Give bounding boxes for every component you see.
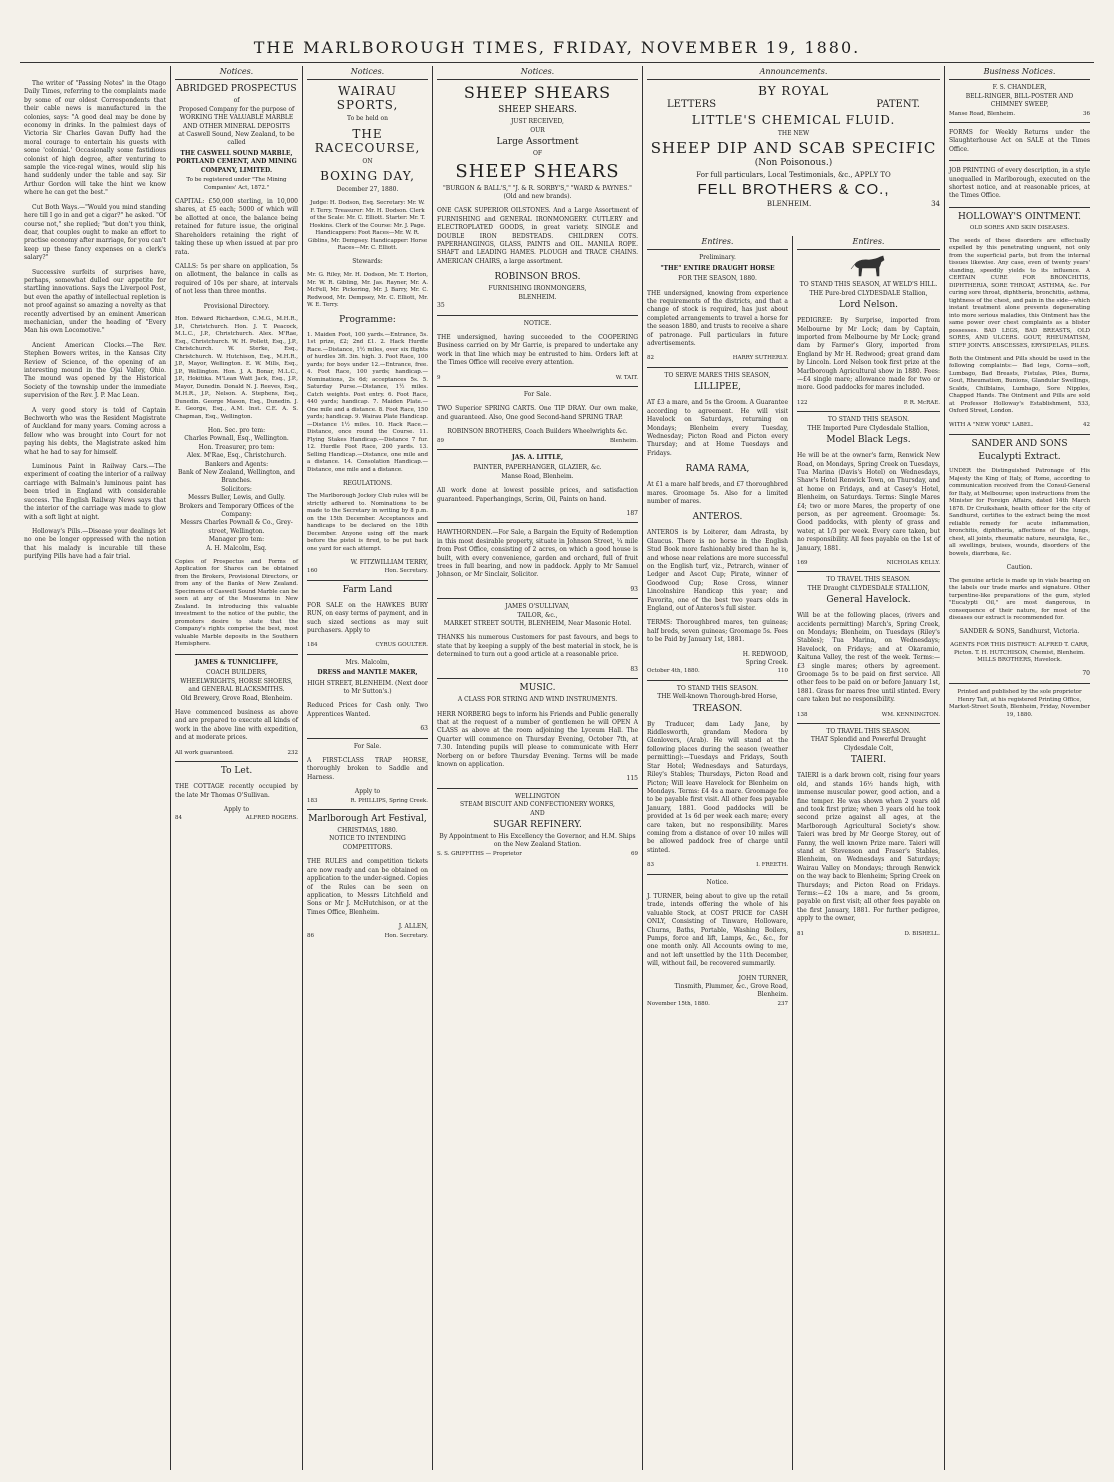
ad-title: Farm Land: [342, 584, 393, 595]
ad-text: He will be at the owner's farm, Renwick New Road, on Mondays, Spring Creek on Tuesdays, Tua Marina (Davis's Hotel) on Wednesdays, Shaw's Hotel Renwick Town, on Thursday, and at home on Fridays, and at Casey's Hotel, Blenheim, on Saturdays. Terms: Single Mares £4; two or more Mares, the property of one person, as per agreement. Groomage: 5s. Good paddocks, with plenty of grass and water, at 1/3 per week. Every care taken, but no responsibility. All fees payable on the 1st of January, 1881.: [797, 452, 940, 552]
horse-illustration: [849, 254, 889, 278]
ad-title: SANDER AND SONS: [971, 438, 1068, 449]
divider: [797, 411, 940, 412]
ad-number: 93: [630, 585, 638, 593]
news-paragraph: The writer of "Passing Notes" in the Otago Daily Times, referring to the complaints made by some of our oldest Correspondents that their cable news is manufactured in the colonies, says: "A good deal may be done by economy in drinks. In the palmiest days of Victoria Sir Charles Gavan Duffy had the moral courage to entertain his guests with some 'colonial.' Occasionally some fastidious colonist of high degree, after venturing to sample the vice-regal wines, would slip his hand suddenly under the table and say. Sir Arthur Gordon will take the hint we know where he can get the best.": [24, 80, 166, 197]
ad-text: Alex. M'Rae, Esq., Christchurch.: [186, 452, 287, 460]
ad-number: 183: [307, 797, 318, 804]
ad-number: 34: [931, 199, 940, 208]
ad-text: TWO Superior SPRING CARTS. One TIP DRAY. Our own make, and guaranteed. Also, One good Second-hand SPRING TRAP.: [437, 405, 638, 421]
ad-text: THE undersigned, having succeeded to the COOPERING Business carried on by Mr Garrie, is prepared to undertake any work in that line which may be entrusted to him. Orders left at the Times Office will receive every attention.: [437, 333, 638, 367]
ad-text: Bank of New Zealand, Wellington, and Branches.: [178, 468, 295, 485]
ad-text: ANTEROS is by Loiterer, dam Adrasta, by Glaucus. There is no horse in the English Stud Book more fashionably bred than he is, and whose near relations are more successful on the English turf, viz., Petrarch, winner of Ledger and Ascot Cup; Pirate, winner of Goodwood Cup; Rose Cross, winner Lincolnshire Handicap this year; and Favorita, one of the best two years olds in England, out of Anteros's full sister.: [647, 529, 788, 612]
ad-text: December 27, 1880.: [336, 186, 399, 194]
ad-text: By Traducer, dam Lady Jane, by Riddlesworth, grandam Medora by Glenlovers, (Arab). He will stand at the following places during the season (weather permitting):—Tuesdays and Fridays, South Star Hotel; Wednesdays and Saturdays, Riley's Stables; Thursdays, Picton Road and Picton; Will leave Havelock for Blenheim on Mondays. Terms: £4 4s a mare. Groomage fee to be payable first visit. All other fees payable January, 1881. Good paddocks will be provided at 1s 6d per week each mare; every care taken, but no responsibility. Mares coming from a distance of over 10 miles will be allowed paddock free of charge until stinted.: [647, 720, 788, 854]
ad-text: To be held on: [347, 115, 388, 123]
ad-title: Notice.: [706, 878, 729, 886]
ad-text: at Caswell Sound, New Zealand, to be called: [178, 131, 295, 147]
ad-title: BY ROYAL: [758, 84, 829, 99]
column-notices-3: [432, 66, 642, 1470]
ad-text: J. TURNER, being about to give up the retail trade, intends offering the whole of his valuable Stock, at COST PRICE for CASH ONLY, Consisting of Tinware, Holloware, Churns, Baths, Portable, Washing Boilers, Pumps, force and lift, Lamps, &c., &c., for one month only. All Accounts owing to me, and not left unsettled by the 11th December, will, without fail, be recovered summarily.: [647, 892, 788, 968]
ad-text: Manse Road, Blenheim.: [501, 472, 574, 480]
divider: [797, 723, 940, 724]
divider: [175, 761, 298, 762]
ad-text: OUR: [530, 126, 545, 134]
ad-number: 69: [631, 850, 638, 857]
divider: [307, 809, 428, 810]
divider: [949, 207, 1090, 208]
ad-text: CHRISTMAS, 1880.: [337, 827, 398, 835]
ad-text: The Marlborough Jockey Club rules will be strictly adhered to. Nominations to be made to the Secretary in writing by 8 p.m. on the 15th December. Acceptances and handicaps to be declared on the 18th December. Anyone using off the mark before the pistol is fired, to be put back one yard for each attempt.: [307, 493, 428, 552]
ad-number: 35: [437, 302, 445, 310]
divider: [647, 874, 788, 875]
column-heading: Notices.: [437, 66, 638, 80]
ad-signature: I. FREETH.: [756, 862, 788, 869]
ad-number: 36: [1083, 110, 1090, 117]
column-entires-1: [642, 236, 792, 1470]
ad-title: For Sale.: [523, 390, 552, 398]
ad-text: TAIERI is a dark brown colt, rising four years old, and stands 16½ hands high, with immense muscular power, good action, and a fine temper. He was shown when 2 years old and took first prize; when 3 years old he took second prize against all ages, at the Marlborough Agricultural Society's show. Taieri was bred by Mr George Storey, out of Fanny, the well known Prize mare. Taieri will stand at Stevenson and Fraser's Stables, Blenheim, on Wednesdays and Saturdays; Wairau Valley on Mondays; through Renwick on the way back to Blenheim; Spring Creek on Thursdays; and Picton Road on Fridays. Terms:—£2 10s a mare, and 5s groom, payable on first visit; all other fees payable on the first January, 1881. For further pedigree, apply to the owner,: [797, 772, 940, 923]
ad-title: To Let.: [220, 766, 253, 777]
company-name: THE CASWELL SOUND MARBLE, PORTLAND CEMENT, AND MINING COMPANY, LIMITED.: [176, 149, 297, 174]
ad-subheading: Manager pro tem:: [208, 536, 265, 544]
column-notices-2: [302, 66, 432, 1470]
divider: [647, 680, 788, 681]
ad-number: 138: [797, 711, 808, 718]
ad-subheading: Bankers and Agents:: [204, 460, 269, 468]
ad-subheading: OLD SORES AND SKIN DISEASES.: [969, 224, 1070, 231]
ad-number: 89: [437, 437, 444, 444]
ad-text: Manse Road, Blenheim.: [949, 110, 1016, 117]
ad-date: November 15th, 1880.: [647, 1000, 710, 1007]
divider: [437, 449, 638, 450]
column-heading: Entires.: [797, 236, 940, 250]
ad-number: 160: [307, 568, 318, 575]
ad-text: THE COTTAGE recently occupied by the late Mr Thomas O'Sullivan.: [175, 783, 298, 799]
ad-text: Will be at the following places, (rivers and accidents permitting) March's, Spring Creek, on Mondays; Blenheim, on Tuesdays (Riley's Stables); Tua Marina, on Wednesdays; Havelock, on Fridays; and at Okaramio, Kaituna Valley, the rest of the week. Terms:—£3 single mares; others by agreement. Groomage 5s to be paid on first service. All other fees to be paid on or before January 1st, 1881. Grass for mares free until stinted. Every care taken but no responsibility.: [797, 612, 940, 704]
column-notices-1: [170, 66, 302, 1470]
ad-text: "BURGON & BALL'S," "J. & R. SORBY'S," "WARD & PAYNES." (Old and new brands).: [443, 184, 632, 201]
ad-subheading: Stewards:: [352, 258, 383, 266]
ad-title: ROBINSON BROS.: [494, 272, 581, 283]
ad-text: HIGH STREET, BLENHEIM. (Next door to Mr Sutton's.): [307, 679, 428, 695]
ad-text: THE Imported Pure Clydesdale Stallion,: [807, 424, 930, 432]
ad-subheading: A CLASS FOR STRING AND WIND INSTRUMENTS.: [457, 696, 618, 704]
ad-title: SUGAR REFINERY.: [493, 819, 582, 830]
ad-text: (Non Poisonous.): [754, 158, 833, 169]
ad-text: FOR SALE on the HAWKES BURY RUN, on easy terms of payment, and in such sized sections as may suit purchasers. Apply to: [307, 601, 428, 634]
ad-signature: P. R. McRAE.: [903, 399, 940, 406]
ad-title: Lord Nelson.: [838, 300, 899, 311]
ad-text: Charles Pownall, Esq., Wellington.: [184, 435, 289, 443]
ad-number: 187: [626, 510, 638, 517]
ad-text: CAPITAL: £50,000 sterling, in 10,000 shares, at £5 each; 5000 of which will be allotted at once, the balance being retained for future issue, the original Shareholders retaining the right of taking these up when issued at par pro rata.: [175, 198, 298, 256]
ad-title: Mrs. Malcolm,: [345, 658, 390, 666]
ad-title: ABRIDGED PROSPECTUS: [176, 84, 297, 95]
divider: [307, 580, 428, 581]
ad-text: Messrs Buller, Lewis, and Gully.: [187, 494, 286, 502]
ad-title: RAMA RAMA,: [685, 464, 750, 475]
ad-text: Spring Creek.: [745, 659, 788, 667]
divider: [797, 571, 940, 572]
ad-text: Both the Ointment and Pills should be used in the following complaints:— Bad legs, Corns—soft, Lumbago, Bad Breasts, Fistulas, Piles, Burns, Gout, Rheumatism, Bunions, Glandular Swellings, Scalds, Chilblains, Lumbago, Sore Nipples, Chapped Hands. The Ointment and Pills are sold at Professor Holloway's Establishment, 533, Oxford Street, London.: [949, 355, 1090, 415]
ad-text: Blenheim.: [609, 437, 638, 444]
announcements-block: [642, 66, 944, 236]
ad-title: LITTLE'S CHEMICAL FLUID.: [691, 112, 896, 127]
ad-text: The genuine article is made up in vials bearing on the labels our trade marks and signature. Other turpentine-like preparations of the gum, styled "Eucalypti Oil," are most dangerous, in consequence of their nature, for most of the diseases our extract is recommended for.: [949, 577, 1090, 622]
divider: [949, 434, 1090, 435]
ad-text: All work guaranteed.: [175, 749, 234, 756]
ad-number: 86: [307, 932, 314, 939]
ad-text: THANKS his numerous Customers for past favours, and begs to state that by keeping a supply of the best material in stock, he is determined to turn out a good article at a reasonable price.: [437, 634, 638, 659]
ad-title: JAS. A. LITTLE,: [511, 453, 564, 461]
ad-text: Hon. Secretary.: [384, 568, 428, 575]
ad-subheading: Provisional Directory.: [203, 302, 270, 310]
ad-signature: S. S. GRIFFITHS — Proprietor: [437, 850, 522, 857]
ad-text: MARKET STREET SOUTH, BLENHEIM, Near Masonic Hotel.: [443, 620, 632, 628]
ad-subheading: Brokers and Temporary Offices of the Company:: [179, 502, 294, 518]
ad-number: 184: [307, 642, 318, 649]
ad-text: For full particulars, Local Testimonials, &c., APPLY TO: [696, 171, 891, 180]
ad-signature: H. REDWOOD,: [742, 650, 788, 658]
divider: [307, 654, 428, 655]
ad-text: Messrs Charles Pownall & Co., Grey-street, Wellington.: [180, 519, 293, 535]
ad-signature: NICHOLAS KELLY.: [886, 559, 940, 566]
ad-title: Marlborough Art Festival,: [308, 814, 427, 825]
ad-text: FORMS for Weekly Returns under the Slaughterhouse Act on SALE at the Times Office.: [949, 129, 1090, 153]
ad-text: To be registered under "The Mining Companies' Act, 1872.": [186, 177, 287, 191]
ad-text: Apply to: [354, 788, 381, 796]
divider: [437, 788, 638, 789]
ad-number: 115: [626, 775, 638, 783]
divider: [647, 367, 788, 368]
ad-number: 83: [630, 665, 638, 673]
news-paragraph: Luminous Paint in Railway Cars.—The experiment of coating the interior of a railway carriage with Balmain's luminous paint has been tried in England with considerable success. The English Railway News says that the interior of the carriage was made to glow with a soft light at night.: [24, 463, 166, 521]
divider: [437, 678, 638, 679]
ad-text: Tinsmith, Plummer, &c., Grove Road, Blenheim.: [674, 983, 788, 999]
ad-title: Eucalypti Extract.: [978, 451, 1061, 462]
divider: [949, 683, 1090, 684]
ad-text: PATENT.: [876, 99, 920, 111]
ad-title: TREASON.: [692, 703, 743, 714]
ad-text: BLENHEIM.: [766, 199, 812, 208]
ad-text: Mr. G. Riley, Mr. H. Dodson, Mr. T. Horton, Mr. W. R. Gibling, Mr. Jas. Rayner, Mr. A. McFell, Mr. Pickering, Mr. J. Barry, Mr. C. Redwood, Mr. Dempsey, Mr. C. Elliott, Mr. W. E. Terry.: [307, 272, 428, 309]
ad-title: THE RACECOURSE,: [314, 126, 421, 155]
column-heading: Notices.: [175, 66, 298, 80]
masthead: THE MARLBOROUGH TIMES, FRIDAY, NOVEMBER 19, 1880.: [253, 38, 861, 57]
ad-text: AT £3 a mare, and 5s the Groom. A Guarantee according to agreement. He will visit Havelock on Saturdays, returning on Mondays; Blenheim every Tuesday, Wednesday; Picton Road and Picton every Thursday; and at Home Tuesdays and Fridays.: [647, 399, 788, 457]
ad-title: TAIERI.: [850, 755, 887, 766]
ad-date: October 4th, 1880.: [647, 668, 700, 675]
ad-title: General Havelock.: [826, 595, 911, 606]
ad-text: LETTERS: [667, 99, 717, 111]
ad-title: "THE" ENTIRE DRAUGHT HORSE: [660, 264, 775, 272]
ad-subheading: Solicitors:: [221, 485, 252, 493]
divider: [307, 738, 428, 739]
ad-number: 110: [777, 668, 788, 675]
ad-text: AGENTS FOR THIS DISTRICT: ALFRED T. CARR, Picton. T. H. HUTCHISON, Chemist, Blenheim. MILLS BROTHERS, Havelock.: [950, 642, 1089, 664]
ad-text: A FIRST-CLASS TRAP HORSE, thoroughly broken to Saddle and Harness.: [307, 757, 428, 781]
ad-title: WAIRAU SPORTS,: [336, 84, 399, 113]
ad-title: MUSIC.: [519, 683, 556, 694]
ad-text: of: [233, 97, 240, 105]
ad-signature: ALFRED ROGERS.: [245, 815, 298, 822]
ad-text: FURNISHING IRONMONGERS,: [488, 285, 587, 293]
ad-text: BELL-RINGER, BILL-POSTER AND CHIMNEY SWEEP,: [965, 92, 1074, 109]
column-news: [20, 66, 170, 1470]
ad-text: UNDER the Distinguished Patronage of His Majesty the King of Italy, of Rome, according to communication received from the Consul-General for Italy, at Melbourne; upon instructions from the Minister for Foreign Affairs, dated 14th March 1878. Dr Cruikshank, health officer for the city of Sandhurst, certifies to the extract being the most reliable remedy for acute inflammation, bronchitis, diphtheria, affections of the lungs, chest, all joints, rheumatic nature, neuralgia, &c., all swellings, bruises, wounds, disorders of the bowels, diarrhœa, &c.: [949, 468, 1090, 557]
ad-text: JUST RECEIVED,: [511, 118, 564, 126]
column-business-notices: [944, 66, 1094, 1470]
ad-text: All work done at lowest possible prices, and satisfaction guaranteed. Paperhangings, Scrim, Oil, Paints on hand.: [437, 487, 638, 503]
ad-text: OF: [532, 150, 543, 158]
news-paragraph: Ancient American Clocks.—The Rev. Stephen Bowers writes, in the Kansas City Review of Science, of the opening of an interesting mound in the Ojai Valley, Ohio. The mound was opened by the Historical Society of the township under the immediate supervision of the Rev. J. P. Mac Lean.: [24, 341, 166, 400]
ad-subheading: TO SERVE MARES THIS SEASON,: [664, 371, 771, 379]
ad-text: THE Well-known Thorough-bred Horse,: [657, 693, 778, 701]
ad-text: THE Draught CLYDESDALE STALLION,: [807, 584, 930, 592]
ad-title: JAMES & TUNNICLIFFE,: [194, 659, 279, 667]
ad-text: THE NEW: [777, 129, 810, 137]
ad-text: Copies of Prospectus and Forms of Application for Shares can be obtained from the Brokers, Provisional Directors, or from any of the Banks of New Zealand. Specimens of Caswell Sound Marble can be seen at any of the Museums in New Zealand. In introducing this valuable investment to the notice of the public, the promoters desire to state that the Company's rights comprise the best, most valuable Marble deposits in the Southern Hemisphere.: [175, 558, 298, 648]
column-heading: Business Notices.: [949, 66, 1090, 80]
ad-number: 169: [797, 559, 808, 566]
ad-text: By Appointment to His Excellency the Governor, and H.M. Ships on the New Zealand Station.: [439, 832, 636, 849]
ad-title: SHEEP SHEARS: [455, 160, 620, 182]
divider: [949, 160, 1090, 161]
divider: [437, 386, 638, 387]
ad-text: ON: [362, 157, 373, 165]
ad-number: 83: [647, 862, 654, 869]
ad-title: ANTEROS.: [692, 512, 743, 523]
ad-subheading: Preliminary.: [699, 254, 736, 262]
ad-text: COACH BUILDERS,: [206, 669, 267, 677]
ad-number: 63: [420, 725, 428, 733]
ad-text: BLENHEIM.: [518, 293, 557, 301]
column-heading: Announcements.: [647, 66, 940, 80]
ad-text: FOR THE SEASON, 1880.: [678, 275, 757, 283]
ad-subheading: TO STAND THIS SEASON, AT WELD'S HILL.: [799, 281, 938, 289]
imprint: Printed and published by the sole proprietor Henry Tait, at his registered Printing Office, Market-Street South, Blenheim, Friday, November 19, 1880.: [949, 689, 1090, 718]
news-paragraph: Successive surfeits of surprises have, perhaps, somewhat dulled our appetite for startling innovations. Says the Liverpool Post, but even the apathy of intellectual repletion is not proof against so amazing a novelty as that recently advertised by an eminent American mechanician, under the heading of "Every Man his own Locomotive.": [24, 268, 166, 335]
ad-title: For Sale.: [353, 742, 382, 750]
ad-subheading: TO TRAVEL THIS SEASON.: [826, 728, 911, 736]
divider: [949, 122, 1090, 123]
ad-number: 122: [797, 399, 808, 406]
ad-text: THAT Splendid and Powerful Draught Clydesdale Colt,: [810, 736, 927, 752]
ad-subheading: Hon. Treasurer, pro tem:: [198, 443, 275, 451]
ad-text: JOB PRINTING of every description, in a style unequalled in Marlborough, executed on the shortest notice, and at reasonable prices, at the Times Office.: [949, 167, 1090, 200]
ad-number: 237: [777, 1000, 788, 1007]
ad-title: F. S. CHANDLER,: [992, 84, 1047, 92]
ad-text: Old Brewery, Grove Road, Blenheim.: [180, 694, 293, 702]
ad-text: Hon. Secretary.: [384, 932, 428, 939]
divider: [437, 315, 638, 316]
ad-title: NOTICE.: [523, 319, 552, 327]
divider: [437, 598, 638, 599]
ad-subheading: Hon. Sec. pro tem:: [207, 426, 266, 434]
ad-text: THE undersigned, knowing from experience the requirements of the districts, and that a change of stock is required, has just about completed arrangements to travel a horse for the season 1880, and trusts to receive a share of patronage. Full particulars in future advertisements.: [647, 289, 788, 348]
ad-number: 9: [437, 374, 441, 381]
ad-signature: ROBINSON BROTHERS, Coach Builders Wheelwrights &c.: [447, 428, 628, 436]
ad-signature: JOHN TURNER,: [738, 974, 788, 982]
ad-text: THE Pure-bred CLYDESDALE Stallion,: [809, 289, 928, 297]
ad-text: The seeds of these disorders are effectually expelled by this penetrating unguent, not only from the superficial parts, but from the internal tissues likewise. Any case, even of twenty years' standing, speedily yields to its influence. A CERTAIN CURE FOR BRONCHITIS, DIPHTHERIA, SORE THROAT, ASTHMA, &c. For curing sore throat, diphtheria, bronchitis, asthma, tightness of the chest, and pain in the side—which instant treatment alone prevents degenerating into more serious maladies, this Ointment has the same power over chest complaints as a blister possesses. BAD LEGS, BAD BREASTS, OLD SORES, AND ULCERS. GOUT, RHEUMATISM, STIFF JOINTS. ABSCESSES, ERYSIPELAS, PILES.: [949, 237, 1090, 349]
column-entires-2: [792, 236, 944, 1470]
ad-number: 232: [287, 749, 298, 756]
ad-number: 42: [1083, 422, 1090, 429]
column-heading: Notices.: [307, 66, 428, 80]
ad-signature: CYRUS GOULTER.: [375, 642, 428, 649]
news-paragraph: Holloway's Pills.—Disease your dealings let no one be longer oppressed with the notion that his malady is incurable till these purifying Pills have had a fair trial.: [24, 527, 166, 561]
ad-number: 81: [797, 930, 804, 937]
ad-text: Have commenced business as above and are prepared to execute all kinds of work in the above line with expedition, and at moderate prices.: [175, 709, 298, 742]
ad-text: TAILOR, &c.,: [517, 611, 558, 619]
ad-signature: SANDER & SONS, Sandhurst, Victoria.: [959, 628, 1080, 636]
ad-subheading: NOTICE TO INTENDING COMPETITORS.: [329, 835, 406, 851]
news-paragraph: Cut Both Ways.—"Would you mind standing here till I go in and get a cigar?" he asked. "Of course not," she replied; "but don't you think, dear, that couples ought to make an effort to practise economy after marriage, for you can't keep up these fancy expenses on a clerk's salary?": [24, 203, 166, 262]
ad-signature: J. ALLEN,: [398, 923, 428, 931]
ad-text: PAINTER, PAPERHANGER, GLAZIER, &c.: [473, 464, 602, 472]
ad-title: WELLINGTON: [514, 792, 561, 800]
ad-text: TERMS: Thoroughbred mares, ten guineas; half breds, seven guineas; Groomage 5s. Fees to be Paid by January 1st, 1881.: [647, 619, 788, 644]
ad-text: Judge: H. Dodson, Esq. Secretary: Mr. W. F. Terry. Treasurer: Mr. H. Dodson. Clerk of the Scale: Mr. C. Elliott. Starter: Mr. T. Hoskins. Clerk of the Course: Mr. J. Page. Handicappers: Foot Races—Mr. W. R. Giblins, Mr. Dempsey. Handicapper: Horse Races—Mr. C. Elliott.: [307, 200, 428, 252]
ad-text: STEAM BISCUIT AND CONFECTIONERY WORKS,: [460, 801, 615, 809]
ad-title: Model Black Legs.: [826, 435, 911, 446]
ad-title: SHEEP SHEARS.: [498, 105, 577, 116]
ad-signature: W. FITZWILLIAM TERRY,: [350, 558, 428, 566]
ad-text: A. H. Malcolm, Esq.: [206, 544, 267, 552]
ad-title: SHEEP SHEARS: [463, 83, 612, 103]
ad-title: JAMES O'SULLIVAN,: [505, 603, 570, 611]
column-heading: Entires.: [647, 236, 788, 250]
ad-number: 82: [647, 355, 654, 362]
ad-title: SHEEP DIP AND SCAB SPECIFIC: [650, 139, 937, 158]
news-paragraph: A very good story is told of Captain Bechworth who was the Resident Magistrate of Auckland for many years. Coming across a fellow who was brought into Court for not paying his debts, the Magistrate asked him what he had to say for himself.: [24, 406, 166, 456]
ad-text: WHEELWRIGHTS, HORSE SHOERS, and GENERAL BLACKSMITHS.: [180, 677, 293, 694]
ad-text: AND: [530, 809, 545, 817]
ad-title: FELL BROTHERS & CO.,: [697, 180, 890, 198]
ad-text: Proposed Company for the purpose of WORKING THE VALUABLE MARBLE AND OTHER MINERAL DEPOSITS: [178, 105, 295, 130]
masthead-rule: [20, 62, 1094, 63]
ad-title: HOLLOWAY'S OINTMENT.: [958, 211, 1081, 222]
ad-title: BOXING DAY,: [320, 169, 415, 184]
ad-text: Hon. Edward Richardson, C.M.G., M.H.R., J.P., Christchurch. Hon. J. T. Peacock, M.L.C., J.P., Christchurch. Alex. M'Rae, Esq., Christchurch. W. H. Pollett, Esq., J.P., Christchurch. W. Sterke, Esq., Christchurch. W. Hutchison, Esq., M.H.R., J.P., Mayor, Wellington. E. W. Mills, Esq., J.P., Wellington. Hon. J. A. Bonar, M.L.C., J.P., Hokitika. M'Lean Watt Jack, Esq., J.P., Mayor, Dunedin. Donald N. J. Reeves, Esq., M.H.R., J.P., Nelson. A. Stephens, Esq., Dunedin. George Mason, Esq., Dunedin. J. E. George, Esq., A.M. Inst. C.E. A. S. Chapman, Esq., Wellington.: [175, 316, 298, 420]
ad-text: Reduced Prices for Cash only. Two Apprentices Wanted.: [307, 702, 428, 718]
ad-subheading: REGULATIONS.: [342, 479, 393, 487]
ad-text: CALLS: 5s per share on application, 5s on allotment, the balance in calls as required of 10s per share, at intervals of not less than three months.: [175, 262, 298, 296]
ad-title: Large Assortment: [496, 137, 579, 148]
ad-text: PEDIGREE: By Surprise, imported from Melbourne by Mr Lock; dam by Captain, imported from Melbourne by Mr Lock; grand dam by Farmer's Glory, imported from England by Mr H. Redwood; great grand dam by Lincoln. Lord Nelson took first prize at the Marlborough Agricultural show in 1880. Fees:—£4 single mare; allowance made for two or more. Good paddocks for mares included.: [797, 317, 940, 392]
ad-subheading: Caution.: [1006, 563, 1033, 571]
ad-signature: W. TAIT.: [615, 374, 638, 381]
ad-signature: WM. KENNINGTON.: [881, 711, 940, 718]
ad-text: At £1 a mare half breds, and £7 thoroughbred mares. Groomage 5s. Also for a limited number of mares.: [647, 481, 788, 505]
ad-subheading: TO STAND THIS SEASON.: [676, 684, 759, 692]
ad-number: 70: [1082, 670, 1090, 678]
ad-text: Apply to: [223, 805, 250, 813]
ad-text: HAWTHORNDEN.—For Sale, a Bargain the Equity of Redemption in this most desirable property, situate in Johnson Street, ¼ mile from Post Office, consisting of 2 acres, on which a good house is built, with every convenience, garden and orchard, full of fruit trees in full bearing, and now in paddock. Apply to Mr Samuel Johnson, or Mr Sinclair, Solicitor.: [437, 529, 638, 579]
ad-number: 84: [175, 815, 182, 822]
ad-title: LILLIPEE,: [693, 382, 742, 393]
ad-title: DRESS and MANTLE MAKER,: [317, 669, 418, 677]
ad-title: Programme:: [339, 315, 396, 326]
ad-text: WITH A "NEW YORK" LABEL.: [949, 422, 1034, 429]
ad-subheading: TO STAND THIS SEASON.: [827, 416, 910, 424]
ad-text: 1. Maiden Foot, 100 yards.—Entrance, 5s. 1st prize, £2; 2nd £1. 2. Hack Hurdle Race.—Distance, 1½ miles, over six flights of hurdles 3ft. 3in. high. 3. Foot Race, 100 yards; for boys under 12.—Entrance, free. 4. Foot Race, 100 yards; handicap.—Nominations, 2s 6d; acceptances 5s. 5. Saturday Purse.—Distance, 1½ miles. Catch weights. Post entry. 6. Foot Race, 440 yards; handicap. 7. Maiden Plate.—One mile and a distance. 8. Foot Race, 150 yards; handicap. 9. Wairau Plate Handicap.—Distance 1½ miles. 10. Hack Race.—Distance, once round the Course. 11. Flying Stakes Handicap.—Distance 7 fur. 12. Hurdle Foot Race, 200 yards. 13. Selling Handicap.—Distance, one mile and a distance. 14. Consolation Handicap.—Distance, one mile and a distance.: [307, 331, 428, 473]
ad-text: ONE CASK SUPERIOR OILSTONES. And a Large Assortment of FURNISHING and GENERAL IRONMONGERY. CUTLERY and ELECTROPLATED GOODS, in great variety. SINGLE and DOUBLE IRON BEDSTEADS. CHILDREN COTS. PAPERHANGINGS, GLASS, PAINTS and OIL. MANILA ROPE. SHAFT and LEADING HAMES. PLOUGH and TRACE CHAINS. AMERICAN CHAIRS, a large assortment.: [437, 207, 638, 265]
ad-signature: R. PHILLIPS, Spring Creek.: [350, 797, 428, 804]
divider: [437, 522, 638, 523]
ad-subheading: TO TRAVEL THIS SEASON.: [826, 576, 911, 584]
ad-signature: D. BISHELL.: [904, 930, 940, 937]
ad-signature: HARRY SUTHERLY.: [732, 355, 788, 362]
divider: [175, 654, 298, 655]
ad-text: HERR NORBERG begs to inform his Friends and Public generally that at the request of a number of gentlemen he will OPEN A CLASS as above at the room adjoining the Lyceum Hall. The Quarter will commence on Thursday Evening, October 7th, at 7.30. Intending pupils will please to communicate with Herr Norberg on or before Thursday Evening. Terms will be made known on application.: [437, 710, 638, 768]
ad-text: THE RULES and competition tickets are now ready and can be obtained on application to the under-signed. Copies of the Rules can be seen on application, to Messrs Litchfield and Sons or Mr J. McHutchison, or at the Times Office, Blenheim.: [307, 858, 428, 916]
